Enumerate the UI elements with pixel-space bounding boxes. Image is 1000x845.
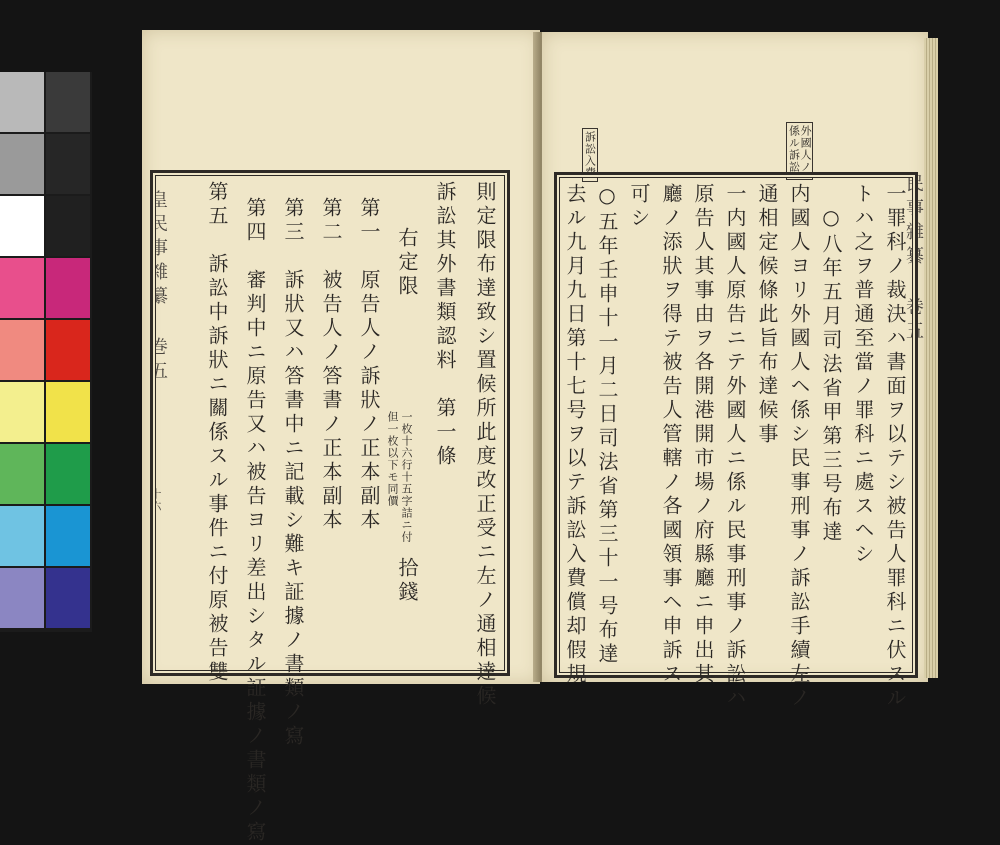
left-col-6: 第三 訴狀又ハ答書中ニ記載シ難キ証據ノ書類ノ寫 [281, 197, 305, 749]
open-book [128, 24, 948, 845]
calibration-patch [46, 444, 90, 504]
right-col-3: ○八年五月司法省甲第三号布達 [819, 205, 843, 545]
calibration-patch [0, 320, 44, 380]
color-calibration-strip [0, 72, 92, 632]
left-page-number: 十六 [149, 488, 162, 512]
right-margin-label: 民事雜纂 巻五 [903, 174, 924, 345]
calibration-patch [46, 134, 90, 194]
left-page [142, 30, 540, 845]
right-col-4: 内國人ヨリ外國人ヘ係シ民事刑事ノ訴訟手續左ノ [787, 183, 811, 711]
right-col-9: 可シ [627, 183, 651, 231]
left-col-8: 第五 訴訟中訴狀ニ關係スル事件ニ付原被告雙 [205, 181, 229, 685]
page-edges [924, 38, 938, 678]
left-col-5: 第二 被告人ノ答書ノ正本副本 [319, 197, 343, 533]
calibration-patch [46, 258, 90, 318]
left-col-1: 則定限布達致シ置候所此度改正受ニ左ノ通相達候 [473, 181, 497, 709]
calibration-patch [46, 506, 90, 566]
calibration-patch [0, 258, 44, 318]
right-col-10: ○五年壬申十一月二日司法省第三十一号布達 [595, 183, 619, 667]
left-col-4: 第一 原告人ノ訴狀ノ正本副本 [357, 197, 381, 533]
left-col-2: 訴訟其外書類認料 第一條 [433, 181, 457, 469]
left-col-7: 第四 審判中ニ原告又ハ被告ヨリ差出シタル証據ノ書類ノ寫 [243, 197, 267, 845]
calibration-patch [0, 382, 44, 442]
calibration-patch [0, 134, 44, 194]
calibration-patch [46, 382, 90, 442]
calibration-patch [0, 196, 44, 256]
right-col-8: 廳ノ添狀ヲ得テ被告人管轄ノ各國領事ヘ申訴ス [659, 183, 683, 687]
right-text-frame [554, 172, 918, 711]
right-col-7: 原告人其事由ヲ各開港開市場ノ府縣廳ニ申出其 [691, 183, 715, 687]
tab-litigation-costs: 訴訟入費 [582, 128, 598, 182]
right-col-2: トハ之ヲ普通至當ノ罪科ニ處スヘシ [851, 183, 875, 567]
calibration-patch [46, 320, 90, 380]
right-page [542, 32, 928, 711]
right-col-6: 一内國人原告ニテ外國人ニ係ル民事刑事ノ訴訟ハ [723, 183, 747, 711]
fee-note-2: 但一枚以下モ同價 [386, 411, 399, 507]
left-text-frame [147, 170, 510, 845]
right-col-1: 一罪科ノ裁決ハ書面ヲ以テシ被告人罪科ニ伏スル [883, 183, 907, 711]
calibration-patch [46, 568, 90, 628]
tab-foreign-litigation: 外國人ノ係ル訴訟 [786, 122, 813, 180]
calibration-patch [0, 568, 44, 628]
left-margin-label: 皇民事雜纂 巻五 [147, 190, 168, 385]
calibration-patch [46, 72, 90, 132]
calibration-patch [0, 72, 44, 132]
calibration-patch [46, 196, 90, 256]
fee-amount: 拾錢 [395, 557, 419, 605]
fee-note: 一枚十六行十五字詰ニ付 [400, 411, 413, 543]
right-col-11: 去ル九月九日第十七号ヲ以テ訴訟入費償却假規 [563, 183, 587, 687]
left-col-3: 右定限 [395, 227, 419, 299]
calibration-patch [0, 506, 44, 566]
right-col-5: 通相定候條此旨布達候事 [755, 183, 779, 447]
calibration-patch [0, 444, 44, 504]
